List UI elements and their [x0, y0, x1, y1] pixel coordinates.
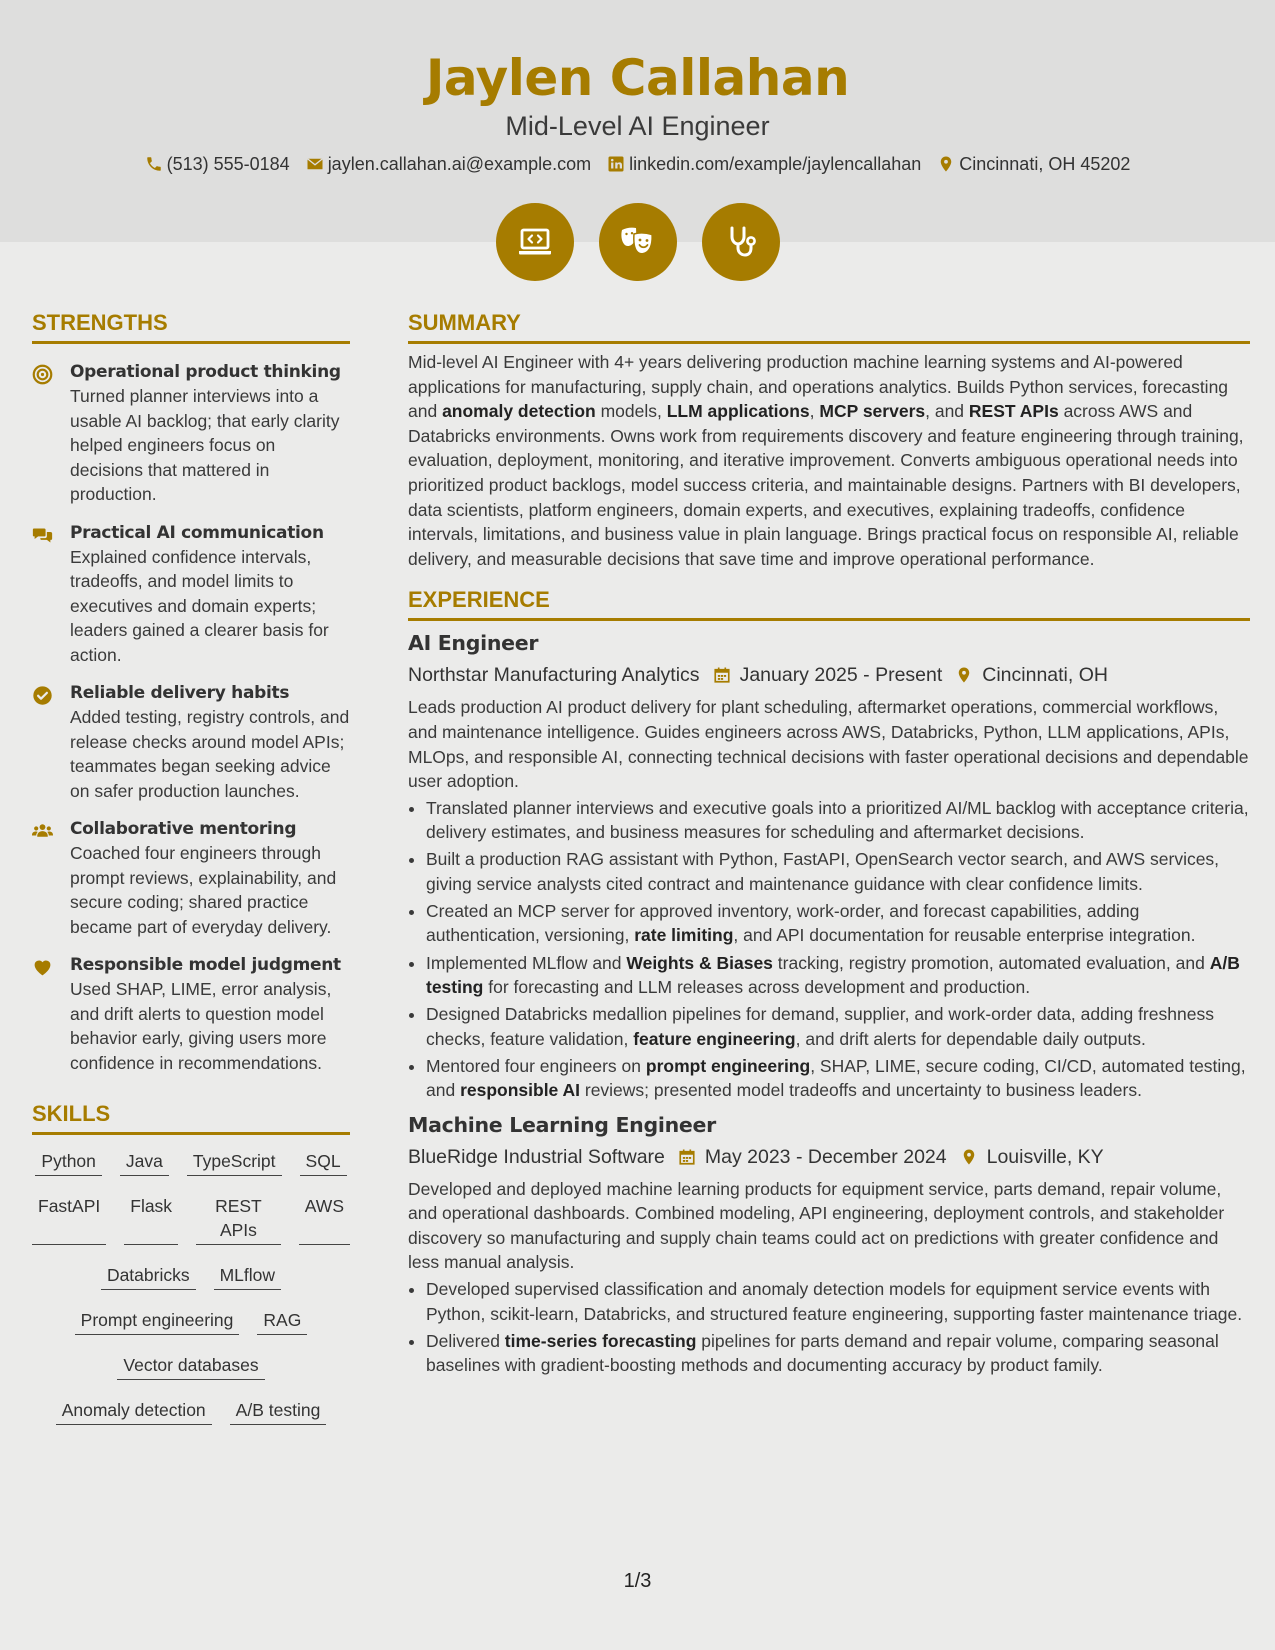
bullet-item: • Designed Databricks medallion pipelines for demand, supplier, and work-order data, adding freshness checks, feature validation, feature engineering, and drift alerts for dependable daily outputs. [426, 1002, 1250, 1051]
calendar-icon [713, 666, 731, 684]
strength-title: Responsible model judgment [70, 955, 341, 975]
skill-tag: RAG [257, 1308, 307, 1335]
job-meta [408, 661, 1250, 689]
bold-keyword: MCP servers [819, 401, 926, 422]
skill-tag: Java [120, 1149, 169, 1176]
phone-text: (513) 555-0184 [166, 154, 290, 174]
summary-text: Mid-level AI Engineer with 4+ years delivering production machine learning systems and AI-powered applications for manufacturing, supply chain, and operations analytics. Builds Python services, forecasting and anomaly detection models, LLM applications, MCP servers, and REST APIs across AWS and Databricks environments. Owns work from requirements discovery and feature engineering through training, evaluation, deployment, monitoring, and iterative improvement. Converts ambiguous operational needs into prioritized product backlogs, model success criteria, and maintainable designs. Partners with BI developers, data scientists, platform engineers, domain experts, and executives, explaining tradeoffs, confidence intervals, limitations, and business value in plain language. Brings practical focus on responsible AI, reliable delivery, and measurable decisions that save time and improve operational performance. [408, 352, 1244, 569]
skill-row [32, 1194, 350, 1245]
bullet-item: • Implemented MLflow and Weights & Biases tracking, registry promotion, automated evaluation, and A/B testing for forecasting and LLM releases across development and production. [426, 951, 1250, 1000]
strength-title: Practical AI communication [70, 522, 324, 543]
strength-item [32, 521, 350, 668]
skill-tag: MLflow [214, 1263, 281, 1290]
bullet-item: • Delivered time-series forecasting pipelines for parts demand and repair volume, comparing seasonal baselines with gradient-boosting methods and documenting accuracy by product family. [426, 1329, 1250, 1378]
job-description: Leads production AI product delivery for plant scheduling, aftermarket operations, commercial workflows, and maintenance intelligence. Guides engineers across AWS, Databricks, Python, LLM applications, APIs, MLOps, and responsible AI, connecting technical decisions with faster operational decisions and dependable user adoption. [408, 697, 1249, 792]
bold-keyword: REST APIs [968, 401, 1059, 422]
bold-keyword: Weights & Biases [626, 952, 773, 973]
contact-phone[interactable] [145, 152, 290, 176]
bullet-item: • Mentored four engineers on prompt engineering, SHAP, LIME, secure coding, CI/CD, automated testing, and responsible AI reviews; presented model tradeoffs and uncertainty to business leaders. [426, 1054, 1250, 1103]
skill-tag: Python [35, 1149, 101, 1176]
skills-list [32, 1149, 350, 1425]
interest-badges [0, 203, 1275, 281]
job-location: Louisville, KY [986, 1145, 1104, 1168]
skill-tag: Flask [124, 1194, 178, 1245]
linkedin-text: linkedin.com/example/jaylencallahan [629, 154, 922, 174]
badge-masks [599, 203, 677, 281]
strength-desc: Turned planner interviews into a usable AI backlog; that early clarity helped engineers focus on decisions that mattered in production. [70, 386, 340, 504]
location-text: Cincinnati, OH 45202 [959, 154, 1131, 174]
contact-location [937, 152, 1130, 176]
bullet-item: • Developed supervised classification and anomaly detection models for equipment service events with Python, scikit-learn, Databricks, and structured feature engineering, supporting faster maintenance triage. [426, 1277, 1250, 1326]
linkedin-icon [607, 155, 625, 173]
skill-row [32, 1398, 350, 1425]
skill-tag: Vector databases [117, 1353, 264, 1380]
job-bullets [408, 1277, 1250, 1378]
badge-stethoscope [702, 203, 780, 281]
skill-row [32, 1263, 350, 1290]
strength-title: Operational product thinking [70, 362, 341, 382]
bullet-item: • Translated planner interviews and executive goals into a prioritized AI/ML backlog with acceptance criteria, delivery estimates, and business measures for scheduling and aftermarket decisions. [426, 796, 1250, 845]
job-dates: January 2025 - Present [739, 664, 943, 687]
bullseye-icon [32, 364, 53, 385]
right-column [408, 308, 1250, 1380]
bold-keyword: rate limiting [634, 925, 734, 946]
job-dates: May 2023 - December 2024 [704, 1145, 947, 1168]
envelope-icon [306, 155, 324, 173]
strength-desc: Explained confidence intervals, tradeoffs, and model limits to executives and domain experts; leaders gained a clearer basis for action. [70, 546, 329, 665]
strength-item [32, 681, 350, 803]
contact-linkedin[interactable] [607, 152, 921, 176]
theater-masks-icon [618, 222, 658, 262]
job-bullets [408, 796, 1250, 1103]
bold-keyword: prompt engineering [645, 1055, 811, 1076]
calendar-icon [678, 1148, 696, 1166]
stethoscope-icon [721, 222, 761, 262]
skill-tag: A/B testing [230, 1398, 327, 1425]
job-company: BlueRidge Industrial Software [408, 1145, 665, 1168]
skill-tag: SQL [300, 1149, 347, 1176]
skill-row [32, 1353, 350, 1380]
users-icon [32, 821, 53, 842]
job-entry [408, 1111, 1250, 1378]
strength-title: Reliable delivery habits [70, 683, 290, 703]
strength-title: Collaborative mentoring [70, 819, 297, 839]
comments-icon [32, 525, 53, 546]
page-number: 1/3 [623, 1570, 652, 1592]
strengths-list [32, 344, 350, 1075]
job-location: Cincinnati, OH [982, 664, 1108, 687]
bold-keyword: anomaly detection [442, 401, 596, 422]
strength-item [32, 360, 350, 507]
skill-tag: TypeScript [187, 1149, 282, 1176]
strength-item [32, 817, 350, 939]
bold-keyword: LLM applications [666, 401, 810, 422]
job-title: Machine Learning Engineer [408, 1112, 716, 1137]
skill-tag: Prompt engineering [75, 1308, 240, 1335]
skills-heading: SKILLS [32, 1099, 350, 1135]
bold-keyword: time-series forecasting [504, 1330, 697, 1351]
candidate-name: Jaylen Callahan [425, 49, 850, 107]
job-title: AI Engineer [408, 631, 539, 656]
badge-laptop [496, 203, 574, 281]
contact-bar [0, 152, 1275, 176]
email-text: jaylen.callahan.ai@example.com [327, 154, 592, 174]
location-pin-icon [937, 155, 955, 173]
skill-tag: REST APIs [196, 1194, 281, 1245]
job-description: Developed and deployed machine learning products for equipment service, parts demand, repair volume, and operational dashboards. Combined modeling, API engineering, deployment controls, and stakeholder discovery so manufacturing and supply chain teams could act on predictions with greater confidence and less manual analysis. [408, 1178, 1225, 1273]
heart-icon [32, 957, 53, 978]
phone-icon [145, 155, 163, 173]
strength-desc: Used SHAP, LIME, error analysis, and drift alerts to question model behavior early, giving users more confidence in recommendations. [70, 979, 332, 1073]
location-pin-icon [960, 1148, 978, 1166]
candidate-role: Mid-Level AI Engineer [505, 111, 770, 141]
left-column [32, 308, 350, 1443]
summary-heading: SUMMARY [408, 308, 1250, 344]
skill-tag: FastAPI [32, 1194, 106, 1245]
experience-heading: EXPERIENCE [408, 585, 1250, 621]
skill-row [32, 1308, 350, 1335]
job-company: Northstar Manufacturing Analytics [408, 664, 700, 687]
bullet-item: • Built a production RAG assistant with Python, FastAPI, OpenSearch vector search, and AWS services, giving service analysts cited contract and maintenance guidance with clear confidence limits. [426, 847, 1250, 896]
bold-keyword: feature engineering [633, 1028, 796, 1049]
strength-desc: Added testing, registry controls, and release checks around model APIs; teammates began seeking advice on safer production launches. [70, 707, 350, 801]
bullet-item: • Created an MCP server for approved inventory, work-order, and forecast capabilities, adding authentication, versioning, rate limiting, and API documentation for reusable enterprise integration. [426, 899, 1250, 948]
check-circle-icon [32, 685, 53, 706]
job-meta [408, 1143, 1250, 1171]
location-pin-icon [955, 666, 973, 684]
strength-desc: Coached four engineers through prompt reviews, explainability, and secure coding; shared practice became part of everyday delivery. [70, 843, 337, 937]
job-entry [408, 629, 1250, 1102]
bold-keyword: A/B testing [426, 952, 1240, 997]
bold-keyword: responsible AI [460, 1080, 580, 1101]
laptop-code-icon [515, 222, 555, 262]
strength-item [32, 953, 350, 1075]
strengths-heading: STRENGTHS [32, 308, 350, 344]
contact-email[interactable] [306, 152, 591, 176]
skill-tag: AWS [299, 1194, 350, 1245]
skill-tag: Databricks [101, 1263, 196, 1290]
skill-row [32, 1149, 350, 1176]
skill-tag: Anomaly detection [56, 1398, 212, 1425]
